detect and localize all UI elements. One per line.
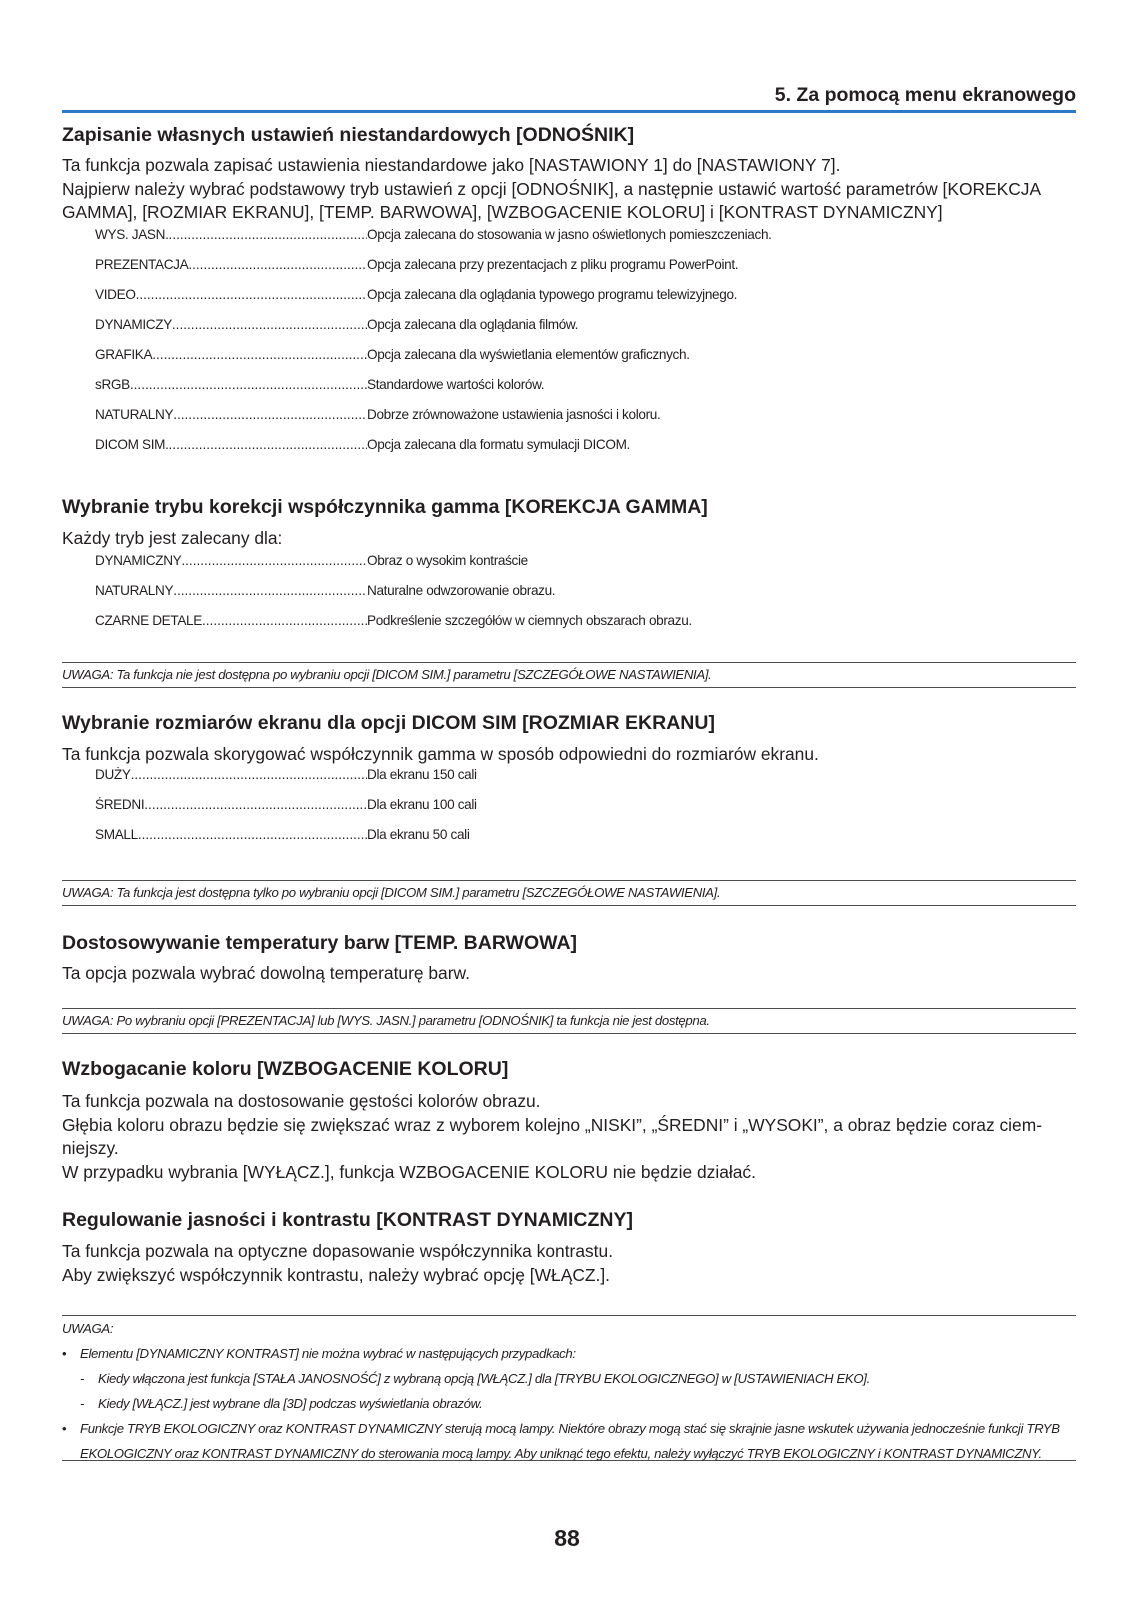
leader-dots bbox=[152, 347, 367, 362]
option-name: NATURALNY bbox=[95, 583, 174, 598]
option-desc: Podkreślenie szczegółów w ciemnych obszarach obrazu. bbox=[367, 613, 692, 628]
section-intro-korekcja-gamma: Każdy tryb jest zalecany dla: bbox=[62, 528, 283, 548]
paragraph-line: Ta funkcja pozwala na optyczne dopasowanie współczynnika kontrastu. bbox=[62, 1241, 614, 1261]
option-desc: Dobrze zrównoważone ustawienia jasności i koloru. bbox=[367, 407, 661, 422]
note-temp-barwowa: UWAGA: Po wybraniu opcji [PREZENTACJA] lub [WYS. JASN.] parametru [ODNOŚNIK] ta funkcja nie jest dostępna. bbox=[62, 1008, 1076, 1034]
option-row bbox=[95, 583, 1075, 613]
leader-dots bbox=[169, 437, 367, 452]
leader-dots bbox=[144, 797, 367, 812]
option-row bbox=[95, 613, 1075, 643]
option-row bbox=[95, 553, 1075, 583]
paragraph-line: GAMMA], [ROZMIAR EKRANU], [TEMP. BARWOWA], [WZBOGACENIE KOLORU] i [KONTRAST DYNAMICZNY] bbox=[62, 202, 943, 222]
header-rule bbox=[62, 110, 1076, 113]
option-name: VIDEO bbox=[95, 287, 136, 302]
leader-dots bbox=[131, 767, 367, 782]
leader-dots bbox=[130, 377, 367, 392]
leader-dots bbox=[136, 287, 367, 302]
paragraph-line: Najpierw należy wybrać podstawowy tryb ustawień z opcji [ODNOŚNIK], a następnie ustawić wartość parametrów [KOREKCJA bbox=[62, 178, 1042, 199]
leader-dots bbox=[188, 257, 367, 272]
option-row bbox=[95, 317, 1075, 347]
note-bullet: • Elementu [DYNAMICZNY KONTRAST] nie można wybrać w następujących przypadkach: bbox=[62, 1341, 1076, 1366]
note-kontrast-dynamiczny bbox=[62, 1315, 1076, 1461]
option-name: DYNAMICZY bbox=[95, 317, 172, 332]
option-name: DUŻY bbox=[95, 767, 131, 782]
dash-mark: - bbox=[80, 1396, 85, 1411]
page-number: 88 bbox=[554, 1525, 580, 1551]
option-row bbox=[95, 767, 1075, 797]
section-intro-temp-barwowa: Ta opcja pozwala wybrać dowolną temperaturę barw. bbox=[62, 963, 470, 983]
option-desc: Standardowe wartości kolorów. bbox=[367, 377, 545, 392]
option-desc: Dla ekranu 150 cali bbox=[367, 767, 477, 782]
option-list-odnosnik bbox=[95, 227, 1075, 467]
option-name: DYNAMICZNY bbox=[95, 553, 182, 568]
section-title-korekcja-gamma: Wybranie trybu korekcji współczynnika gamma [KOREKCJA GAMMA] bbox=[62, 496, 708, 518]
section-intro-rozmiar-ekranu: Ta funkcja pozwala skorygować współczynnik gamma w sposób odpowiedni do rozmiarów ekranu. bbox=[62, 744, 819, 764]
note-bullet-continuation: EKOLOGICZNY oraz KONTRAST DYNAMICZNY do sterowania mocą lampy. Aby uniknąć tego efektu, należy wyłączyć TRYB EKOLOGICZNY i KONTRAST DYNAMICZNY. bbox=[80, 1446, 1042, 1461]
option-desc: Dla ekranu 50 cali bbox=[367, 827, 470, 842]
option-desc: Dla ekranu 100 cali bbox=[367, 797, 477, 812]
note-heading: UWAGA: bbox=[62, 1321, 114, 1336]
bullet-mark: • bbox=[62, 1346, 67, 1361]
option-row bbox=[95, 827, 1075, 857]
paragraph-line: Ta funkcja pozwala na dostosowanie gęstości kolorów obrazu. bbox=[62, 1091, 541, 1111]
leader-dots bbox=[173, 583, 367, 598]
chapter-header: 5. Za pomocą menu ekranowego bbox=[774, 84, 1076, 106]
option-row bbox=[95, 347, 1075, 377]
paragraph-line: Aby zwiększyć współczynnik kontrastu, należy wybrać opcję [WŁĄCZ.]. bbox=[62, 1264, 610, 1285]
option-name: GRAFIKA bbox=[95, 347, 153, 362]
option-desc: Naturalne odwzorowanie obrazu. bbox=[367, 583, 556, 598]
option-name: NATURALNY bbox=[95, 407, 174, 422]
option-name: PREZENTACJA bbox=[95, 257, 189, 272]
option-row bbox=[95, 797, 1075, 827]
note-rozmiar-ekranu: UWAGA: Ta funkcja jest dostępna tylko po wybraniu opcji [DICOM SIM.] parametru [SZCZEGÓŁOWE NASTAWIENIA]. bbox=[62, 880, 1076, 906]
option-name: ŚREDNI bbox=[95, 797, 145, 812]
paragraph-line: W przypadku wybrania [WYŁĄCZ.], funkcja WZBOGACENIE KOLORU nie będzie działać. bbox=[62, 1161, 756, 1182]
option-desc: Opcja zalecana do stosowania w jasno oświetlonych pomieszczeniach. bbox=[367, 227, 772, 242]
leader-dots bbox=[202, 613, 367, 628]
section-title-rozmiar-ekranu: Wybranie rozmiarów ekranu dla opcji DICOM SIM [ROZMIAR EKRANU] bbox=[62, 712, 715, 734]
option-row bbox=[95, 287, 1075, 317]
option-list-rozmiar-ekranu bbox=[95, 767, 1075, 857]
section-text-kontrast-dynamiczny bbox=[62, 1240, 1076, 1287]
section-title-kontrast-dynamiczny: Regulowanie jasności i kontrastu [KONTRAST DYNAMICZNY] bbox=[62, 1209, 633, 1231]
option-name: sRGB bbox=[95, 377, 130, 392]
option-desc: Opcja zalecana dla wyświetlania elementów graficznych. bbox=[367, 347, 690, 362]
paragraph-line: Ta funkcja pozwala zapisać ustawienia niestandardowe jako [NASTAWIONY 1] do [NASTAWIONY 7]. bbox=[62, 155, 841, 175]
section-title-temp-barwowa: Dostosowywanie temperatury barw [TEMP. BARWOWA] bbox=[62, 932, 578, 954]
paragraph-line: niejszy. bbox=[62, 1138, 119, 1158]
note-korekcja-gamma: UWAGA: Ta funkcja nie jest dostępna po wybraniu opcji [DICOM SIM.] parametru [SZCZEGÓŁOWE NASTAWIENIA]. bbox=[62, 662, 1076, 688]
option-desc: Opcja zalecana dla oglądania typowego programu telewizyjnego. bbox=[367, 287, 738, 302]
option-row bbox=[95, 407, 1075, 437]
option-desc: Opcja zalecana dla formatu symulacji DICOM. bbox=[367, 437, 630, 452]
section-title-odnosnik: Zapisanie własnych ustawień niestandardowych [ODNOŚNIK] bbox=[62, 124, 635, 146]
option-name: CZARNE DETALE bbox=[95, 613, 202, 628]
option-list-korekcja-gamma bbox=[95, 553, 1075, 643]
section-title-wzbogacenie-koloru: Wzbogacanie koloru [WZBOGACENIE KOLORU] bbox=[62, 1058, 509, 1080]
option-desc: Opcja zalecana dla oglądania filmów. bbox=[367, 317, 579, 332]
paragraph-line: Głębia koloru obrazu będzie się zwiększać wraz z wyborem kolejno „NISKI”, „ŚREDNI” i „WYSOKI”, a obraz będzie coraz ciem- bbox=[62, 1114, 1042, 1135]
option-desc: Opcja zalecana przy prezentacjach z pliku programu PowerPoint. bbox=[367, 257, 739, 272]
leader-dots bbox=[173, 407, 367, 422]
bullet-mark: • bbox=[62, 1421, 67, 1436]
note-bullet: • Funkcje TRYB EKOLOGICZNY oraz KONTRAST DYNAMICZNY sterują mocą lampy. Niektóre obrazy mogą stać się skrajnie jasne wskutek używania jednocześnie funkcji TRYB bbox=[62, 1416, 1076, 1441]
leader-dots bbox=[138, 827, 367, 842]
leader-dots bbox=[181, 553, 367, 568]
note-subitem: - Kiedy [WŁĄCZ.] jest wybrane dla [3D] podczas wyświetlania obrazów. bbox=[62, 1391, 1076, 1416]
option-row bbox=[95, 437, 1075, 467]
section-text-wzbogacenie-koloru bbox=[62, 1090, 1076, 1184]
option-name: SMALL bbox=[95, 827, 138, 842]
option-row bbox=[95, 227, 1075, 257]
note-subitem: - Kiedy włączona jest funkcja [STAŁA JANOSNOŚĆ] z wybraną opcją [WŁĄCZ.] dla [TRYBU EKOLOGICZNEGO] w [USTAWIENIACH EKO]. bbox=[62, 1366, 1076, 1391]
option-row bbox=[95, 377, 1075, 407]
option-desc: Obraz o wysokim kontraście bbox=[367, 553, 528, 568]
leader-dots bbox=[169, 227, 367, 242]
option-name: WYS. JASN. bbox=[95, 227, 169, 242]
option-row bbox=[95, 257, 1075, 287]
leader-dots bbox=[172, 317, 367, 332]
section-text-odnosnik bbox=[62, 154, 1076, 225]
option-name: DICOM SIM. bbox=[95, 437, 169, 452]
dash-mark: - bbox=[80, 1371, 85, 1386]
